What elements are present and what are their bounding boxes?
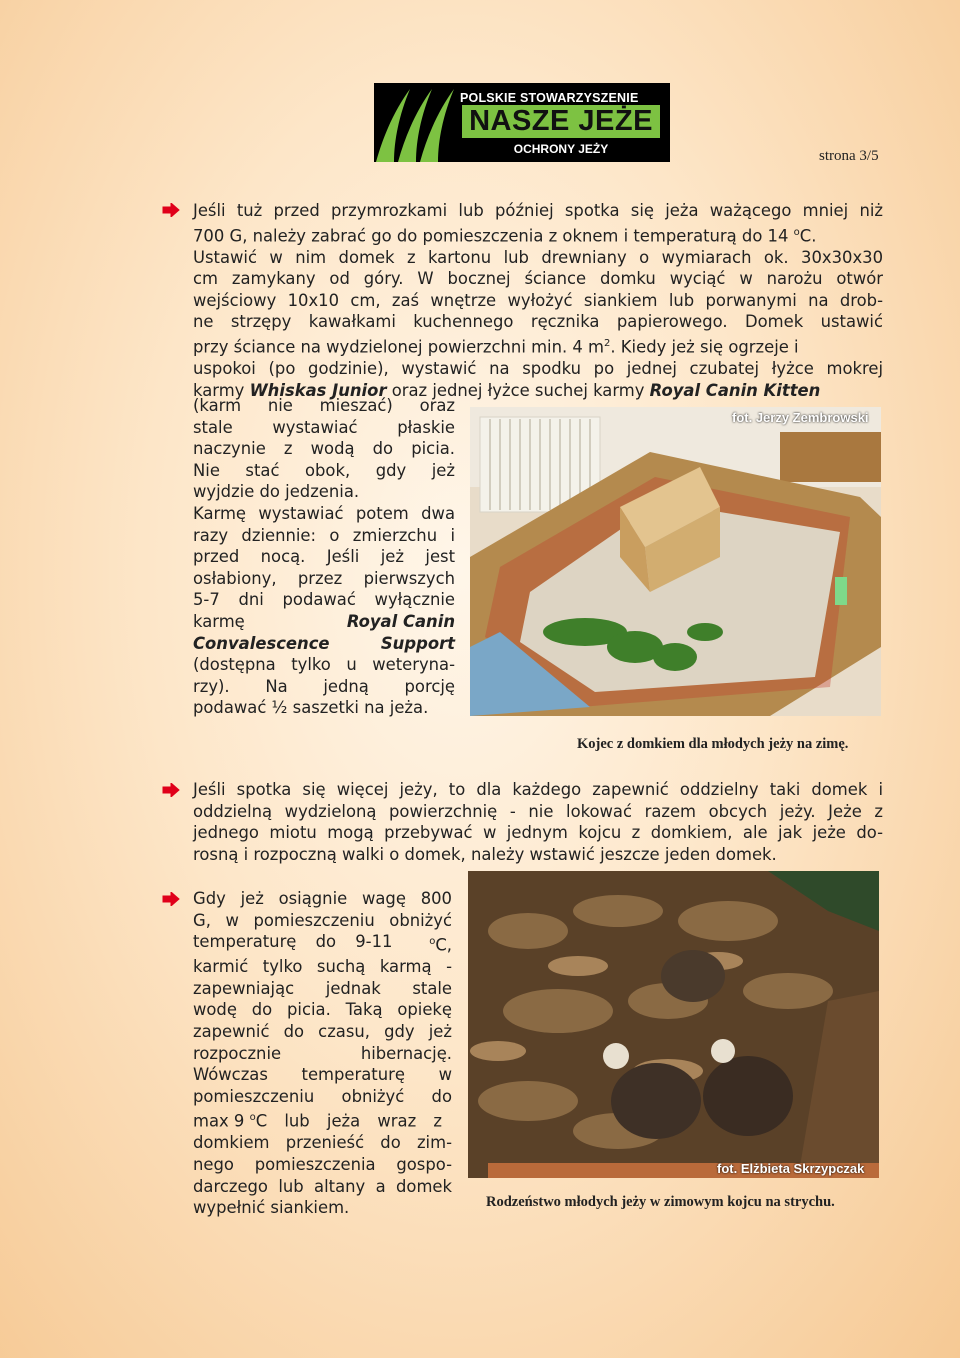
text-line: naczynie z wodą do picia.	[193, 439, 455, 459]
text-line: Ustawić w nim domek z kartonu lub drewniany o wymiarach ok. 30x30x30	[193, 247, 883, 267]
text-line: karmić tylko suchą karmą -	[193, 957, 452, 977]
photo-enclosure	[470, 407, 881, 716]
text-line: (karm nie mieszać) oraz	[193, 396, 455, 415]
text-line: Nie stać obok, gdy jeż	[193, 460, 455, 480]
photo-hedgehogs	[468, 871, 879, 1178]
text-line: przy ściance na wydzielonej powierzchni min. 4 $m^2$. Kiedy jeż się ogrzeje i	[193, 337, 799, 357]
text-line: pomieszczeniu obniżyć do	[193, 1086, 452, 1106]
text-line: wodę do picia. Taką opiekę	[193, 1000, 452, 1020]
text-line: nego pomieszczenia gospo-	[193, 1155, 452, 1175]
logo-line-3: OCHRONY JEŻY	[513, 142, 609, 156]
text-line: Jeśli spotka się więcej jeży, to dla każdego zapewnić oddzielny taki domek i	[193, 780, 883, 799]
text-line: Gdy jeż osiągnie wagę 800	[193, 889, 452, 908]
page-number: strona 3/5	[819, 148, 879, 164]
text-line: wyjdzie do jedzenia.	[193, 482, 360, 502]
text-line: podawać ½ saszetki na jeża.	[193, 698, 429, 718]
text-line: przed nocą. Jeśli jeż jest	[193, 547, 455, 567]
photo-caption: Kojec z domkiem dla młodych jeży na zimę.	[577, 736, 849, 752]
text-line: rzy). Na jedną porcję	[193, 676, 455, 696]
text-line: max 9 $^o$C lub jeża wraz z	[193, 1111, 442, 1131]
text-line: wejściowy 10x10 cm, zaś wnętrze wyłożyć siankiem lub porwanymi na drob-	[193, 290, 883, 310]
text-line: 5-7 dni podawać wyłącznie	[193, 590, 455, 610]
text-line: zapewniając jednak stale	[193, 978, 452, 998]
text-line: Jeśli tuż przed przymrozkami lub później spotka się jeża ważącego mniej niż	[193, 201, 883, 220]
text-line: domkiem przenieść do zim-	[193, 1133, 452, 1153]
paragraph-care-intro	[193, 200, 883, 401]
arrow-bullet-icon	[162, 783, 180, 797]
grass-blades-icon	[374, 83, 464, 162]
organization-logo	[374, 83, 670, 162]
text-line: stale wystawiać płaskie	[193, 417, 455, 437]
text-line: Convalescence Support	[193, 633, 455, 653]
text-line: Karmę wystawiać potem dwa	[193, 503, 455, 523]
text-line: temperaturę do 9-11 $^o$C,	[193, 932, 452, 955]
logo-line-1: POLSKIE STOWARZYSZENIE	[460, 91, 639, 105]
text-line: G, w pomieszczeniu obniżyć	[193, 910, 452, 930]
arrow-bullet-icon	[162, 203, 180, 217]
text-line: karmy Whiskas Junior oraz jednej łyżce suchej karmy Royal Canin Kitten	[193, 380, 821, 400]
photo-credit: fot. Elżbieta Skrzypczak	[717, 1161, 865, 1176]
arrow-bullet-icon	[162, 892, 180, 906]
text-line: (dostępna tylko u weteryna-	[193, 655, 455, 675]
text-line: osłabiony, przez pierwszych	[193, 568, 455, 588]
text-line: rozpocznie hibernację.	[193, 1043, 452, 1063]
paragraph-care-narrow	[193, 395, 455, 719]
photo-caption: Rodzeństwo młodych jeży w zimowym kojcu na strychu.	[486, 1194, 835, 1210]
text-line: cm zamykany od góry. W bocznej ściance domku wyciąć w narożu otwór	[193, 269, 883, 289]
photo-credit: fot. Jerzy Zembrowski	[732, 410, 869, 425]
text-line: karmę Royal Canin	[193, 611, 455, 631]
text-line: 700 G, należy zabrać go do pomieszczenia z oknem i temperaturą do 14 $^o$C.	[193, 226, 817, 246]
text-line: rosną i rozpoczną walki o domek, należy wstawić jeszcze jeden domek.	[193, 844, 777, 864]
paragraph-multiple-hedgehogs	[193, 779, 883, 865]
text-line: zapewnić do czasu, gdy jeż	[193, 1022, 452, 1042]
text-line: razy dziennie: o zmierzchu i	[193, 525, 455, 545]
text-line: uspokoi (po godzinie), wystawić na spodku po jednej czubatej łyżce mokrej	[193, 359, 883, 379]
text-line: wypełnić siankiem.	[193, 1198, 350, 1218]
text-line: Wówczas temperaturę w	[193, 1065, 452, 1085]
text-line: ne strzępy kawałkami kuchennego ręcznika papierowego. Domek ustawić	[193, 312, 883, 332]
text-line: jednego miotu mogą przebywać w jednym kojcu z domkiem, ale jak jeże do-	[193, 823, 883, 843]
paragraph-hibernation	[193, 888, 452, 1219]
text-line: darczego lub altany a domek	[193, 1176, 452, 1196]
text-line: oddzielną wydzieloną powierzchnię - nie lokować razem obcych jeży. Jeże z	[193, 801, 883, 821]
logo-line-2: NASZE JEŻE	[462, 105, 660, 138]
